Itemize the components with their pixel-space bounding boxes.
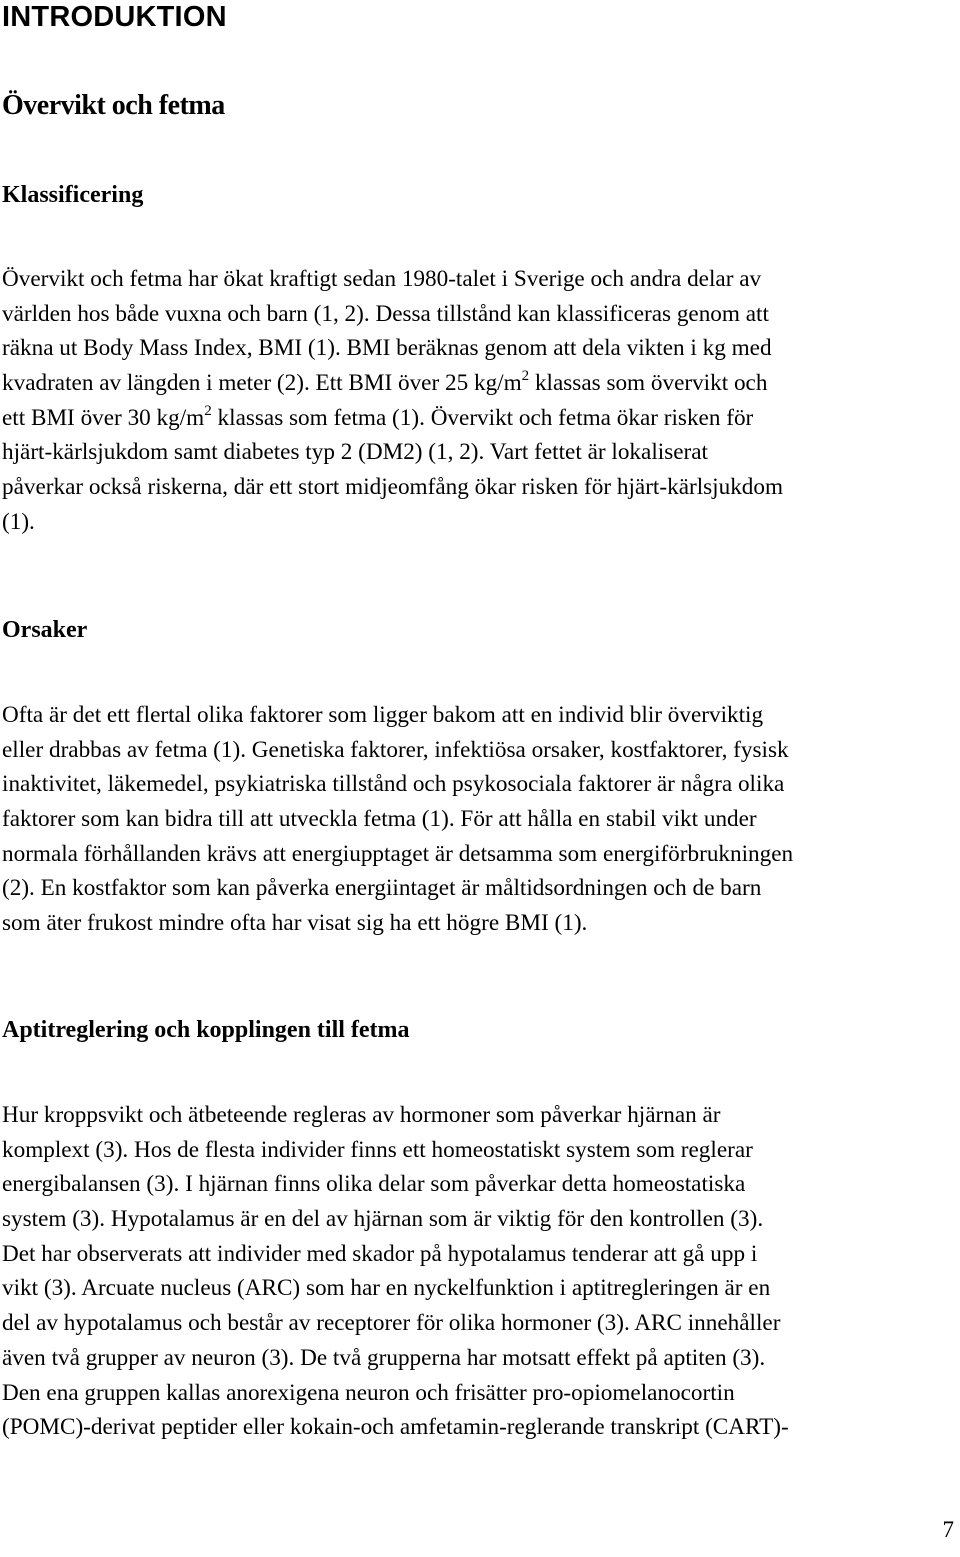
text-segment: klassas som fetma (1). <box>211 404 431 431</box>
text-line <box>2 401 960 436</box>
text-line: även två grupper av neuron (3). De två grupperna har motsatt effekt på aptiten (3). <box>2 1344 766 1371</box>
paragraph-appetite <box>2 1098 960 1445</box>
text-line: vikt (3). Arcuate nucleus (ARC) som har en nyckelfunktion i aptitregleringen är en <box>2 1275 771 1302</box>
text-line: världen hos både vuxna och barn (1, 2). Dessa tillstånd kan klassificeras genom att <box>2 300 769 327</box>
text-segment: Vart fettet är lokaliserat <box>489 439 708 466</box>
text-line: energibalansen (3). I hjärnan finns olika delar som påverkar detta homeostatiska <box>2 1171 746 1198</box>
text-line: Det har observerats att individer med skador på hypotalamus tenderar att gå upp i <box>2 1240 758 1267</box>
text-segment: ett BMI över 30 kg/m <box>2 404 205 431</box>
superscript: 2 <box>204 402 212 419</box>
page-title: INTRODUKTION <box>2 1 227 33</box>
text-line: Ofta är det ett flertal olika faktorer som ligger bakom att en individ blir överviktig <box>2 702 764 728</box>
text-line: Övervikt och fetma har ökat kraftigt sedan 1980-talet i Sverige och andra delar av <box>2 266 762 292</box>
text-line: faktorer som kan bidra till att utveckla fetma (1). För att hålla en stabil vikt under <box>2 806 757 833</box>
page-number: 7 <box>942 1517 954 1542</box>
text-line <box>2 435 960 470</box>
text-line: system (3). Hypotalamus är en del av hjärnan som är viktig för den kontrollen (3). <box>2 1206 764 1233</box>
text-line: inaktivitet, läkemedel, psykiatriska tillstånd och psykosociala faktorer är några olika <box>2 771 785 798</box>
text-line: Den ena gruppen kallas anorexigena neuron och frisätter pro-opiomelanocortin <box>2 1379 735 1406</box>
text-segment: klassas som övervikt och <box>529 370 768 397</box>
text-line: räkna ut Body Mass Index, BMI (1). BMI beräknas genom att dela vikten i kg med <box>2 335 772 362</box>
superscript: 2 <box>521 368 530 385</box>
text-line: eller drabbas av fetma (1). Genetiska faktorer, infektiösa orsaker, kostfaktorer, fysisk <box>2 736 789 763</box>
text-line: normala förhållanden krävs att energiupptaget är detsamma som energiförbrukningen <box>2 840 794 867</box>
text-line: (2). En kostfaktor som kan påverka energiintaget är måltidsordningen och de barn <box>2 875 762 902</box>
text-line <box>2 366 960 401</box>
text-line: komplext (3). Hos de flesta individer finns ett homeostatiskt system som reglerar <box>2 1136 753 1163</box>
text-line: som äter frukost mindre ofta har visat sig ha ett högre BMI (1). <box>2 910 588 937</box>
text-segment: Ett BMI över 25 kg/m <box>315 370 522 397</box>
heading-causes: Orsaker <box>2 617 88 643</box>
text-line: (POMC)-derivat peptider eller kokain-och amfetamin-reglerande transkript (CART)- <box>2 1414 789 1441</box>
text-segment: hjärt-kärlsjukdom samt diabetes typ 2 (DM2) (1, 2). <box>2 439 485 466</box>
text-line: (1). <box>2 508 35 535</box>
text-segment: kvadraten av längden i meter (2). <box>2 370 310 397</box>
heading-appetite: Aptitreglering och kopplingen till fetma <box>2 1017 410 1043</box>
heading-classification: Klassificering <box>2 182 144 208</box>
section-title: Övervikt och fetma <box>2 90 225 121</box>
text-line: Hur kroppsvikt och ätbeteende regleras av hormoner som påverkar hjärnan är <box>2 1102 721 1128</box>
text-line: påverkar också riskerna, där ett stort midjeomfång ökar risken för hjärt-kärlsjukdom <box>2 474 784 501</box>
text-line: del av hypotalamus och består av receptorer för olika hormoner (3). ARC innehåller <box>2 1310 781 1337</box>
paragraph-classification <box>2 262 960 540</box>
paragraph-causes <box>2 698 960 941</box>
text-segment: Övervikt och fetma ökar risken för <box>430 404 754 431</box>
